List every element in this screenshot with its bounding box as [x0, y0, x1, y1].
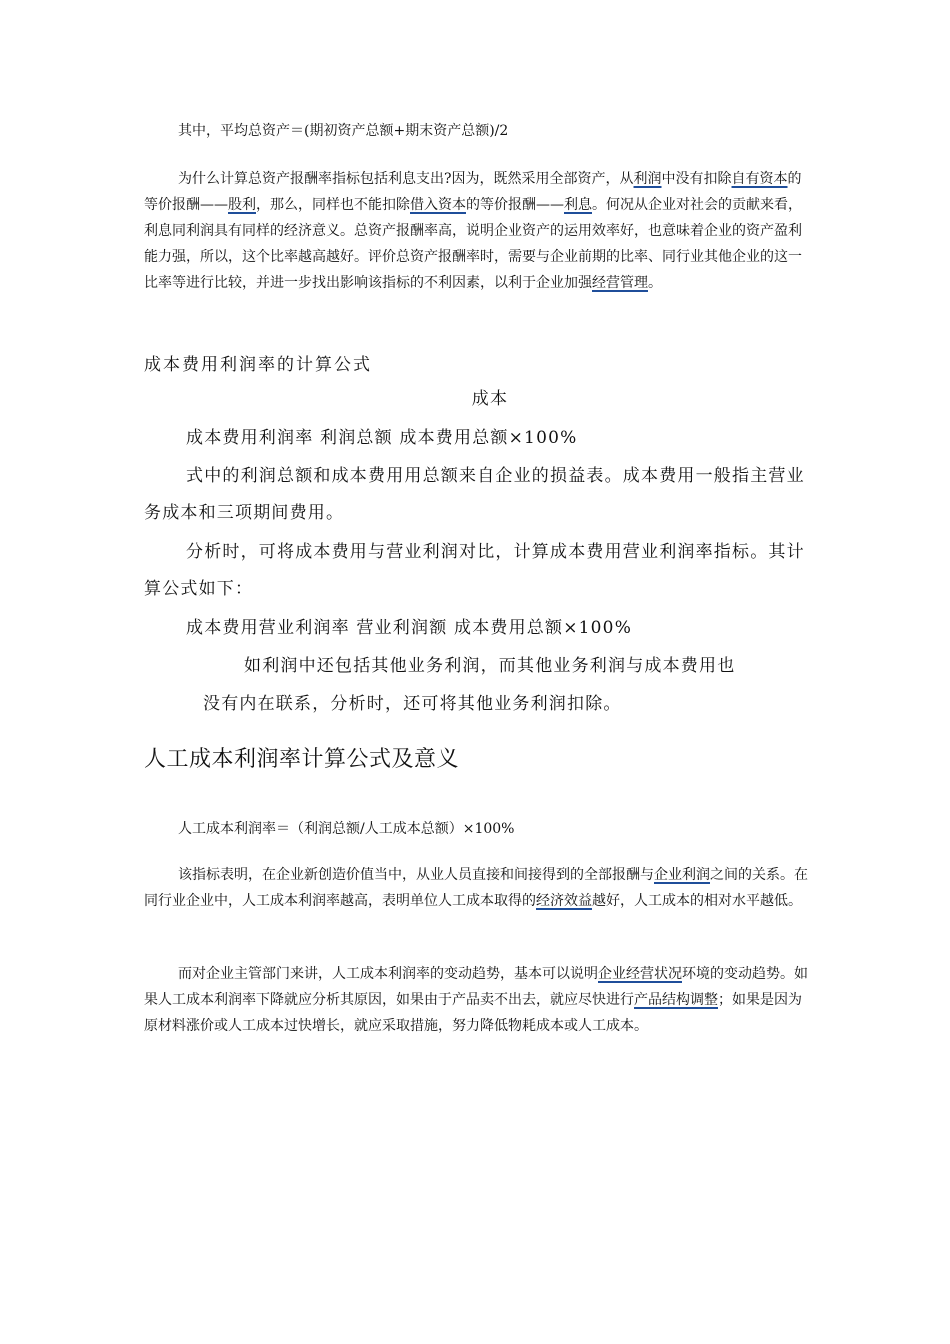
- text-segment: 中没有扣除: [661, 171, 732, 187]
- link-product-structure-adjustment[interactable]: 产品结构调整: [634, 992, 718, 1008]
- cost-profit-explanation: 式中的利润总额和成本费用用总额来自企业的损益表。成本费用一般指主营业务成本和三项期间费用。: [144, 466, 805, 523]
- text-segment: ，那么，同样也不能扣除: [256, 197, 410, 213]
- text-segment: 。: [648, 275, 662, 291]
- link-economic-benefit[interactable]: 经济效益: [536, 893, 592, 909]
- text-segment: 该指标表明，在企业新创造价值当中，从业人员直接和间接得到的全部报酬与: [178, 867, 654, 883]
- link-interest[interactable]: 利息: [564, 197, 592, 213]
- formula-numerator-word: 成本: [471, 389, 509, 409]
- text-segment: 越好，人工成本的相对水平越低。: [592, 893, 802, 909]
- labor-cost-profit-heading: 人工成本利润率计算公式及意义: [144, 747, 460, 772]
- text-segment: 的等价报酬——: [466, 197, 564, 213]
- link-profit[interactable]: 利润: [633, 171, 662, 187]
- link-business-condition[interactable]: 企业经营状况: [598, 966, 682, 982]
- text-segment: 之间的关系。在同行业企业中，人工成本利润率越高，表明单位人工成本取得的: [144, 867, 808, 909]
- cost-profit-heading: 成本费用利润率的计算公式: [144, 355, 372, 375]
- other-profit-note-line2: 没有内在联系，分析时，还可将其他业务利润扣除。: [203, 694, 622, 714]
- labor-cost-trend-paragraph: [144, 961, 808, 1039]
- text-segment: 而对企业主管部门来讲，人工成本利润率的变动趋势，基本可以说明: [178, 966, 598, 982]
- other-profit-note-line1: 如利润中还包括其他业务利润，而其他业务利润与成本费用也: [244, 656, 736, 676]
- operating-profit-analysis: 分析时，可将成本费用与营业利润对比，计算成本费用营业利润率指标。其计算公式如下：: [144, 542, 805, 599]
- link-business-management[interactable]: 经营管理: [592, 275, 648, 291]
- link-enterprise-profit[interactable]: 企业利润: [654, 867, 710, 883]
- text-segment: 的等价报酬——: [144, 171, 802, 213]
- link-own-capital[interactable]: 自有资本: [731, 171, 788, 187]
- cost-profit-formula: 成本费用利润率 利润总额 成本费用总额×100%: [186, 428, 578, 448]
- labor-cost-indicator-paragraph: [144, 862, 808, 914]
- link-dividend[interactable]: 股利: [228, 197, 256, 213]
- labor-cost-profit-formula: 人工成本利润率＝（利润总额/人工成本总额）×100%: [178, 821, 515, 837]
- text-segment: 为什么计算总资产报酬率指标包括利息支出?因为，既然采用全部资产，从: [178, 171, 634, 187]
- text-segment: 。何况从企业对社会的贡献来看，利息同利润具有同样的经济意义。总资产报酬率高，说明企业资产的运用效率好，也意味着企业的资产盈利能力强，所以，这个比率越高越好。评价总资产报酬率时，需要与企业前期的比率、同行业其他企业的这一比率等进行比较，并进一步找出影响该指标的不利因素，以利于企业加强: [144, 197, 802, 291]
- link-borrowed-capital[interactable]: 借入资本: [410, 197, 466, 213]
- text-segment: ；如果是因为原材料涨价或人工成本过快增长，就应采取措施，努力降低物耗成本或人工成本。: [144, 992, 802, 1034]
- text-segment: 环境的变动趋势。如果人工成本利润率下降就应分析其原因，如果由于产品卖不出去，就应尽快进行: [144, 966, 808, 1008]
- average-assets-formula: 其中，平均总资产＝(期初资产总额+期末资产总额)/2: [178, 123, 509, 139]
- operating-profit-formula: 成本费用营业利润率 营业利润额 成本费用总额×100%: [186, 618, 633, 638]
- total-assets-return-paragraph: [144, 166, 808, 296]
